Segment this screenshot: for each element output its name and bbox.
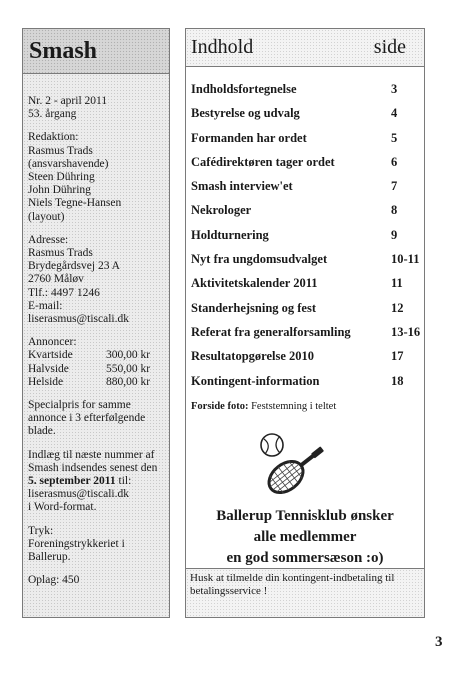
cover-photo-credit [191,401,336,412]
toc-item [191,155,419,179]
toc-item [191,252,419,276]
toc-item-title: Indholdsfortegnelse [191,82,297,96]
print-label: Tryk: [28,524,54,537]
membership-reminder: Husk at tilmelde din kontingent-indbetaling til betalingsservice ! [186,568,424,617]
print-line: Ballerup. [28,551,71,564]
sidebar-content [28,95,168,598]
ads-row [28,363,150,376]
ad-size: Kvartside [28,349,73,362]
magazine-title: Smash [23,29,169,74]
toc-item [191,82,419,106]
toc-item-page: 17 [391,349,404,364]
ad-price: 300,00 kr [106,349,151,362]
toc-item-title: Cafédirektøren tager ordet [191,154,335,169]
ads-row [28,376,150,389]
toc-item [191,228,419,252]
sidebar-panel [22,28,170,618]
toc-item-page: 9 [391,227,398,242]
special-price-line: Specialpris for samme [28,399,131,412]
issue-year: 53. årgang [28,108,77,121]
ad-size: Helside [28,375,64,388]
club-greeting [186,506,424,569]
toc-item-title: Smash interview'et [191,179,293,194]
toc-item-title: Kontingent-information [191,373,320,388]
special-price-line: blade. [28,425,56,438]
submission-deadline: 5. september 2011 [28,475,116,488]
toc-item [191,106,419,130]
toc-item-title: Resultatopgørelse 2010 [191,349,315,364]
toc-item [191,276,419,300]
ads-row [28,349,150,362]
toc-item-title: Referat fra generalforsamling [191,324,351,339]
submission-email: liserasmus@tiscali.dk [28,488,129,501]
ad-price: 550,00 kr [106,362,151,375]
toc-item-page: 12 [391,300,404,315]
special-price-block [28,399,168,439]
toc-item [191,301,419,325]
address-line: 2760 Måløv [28,273,84,286]
ad-size: Halvside [28,362,69,375]
editorial-label: Redaktion: [28,131,79,144]
toc-item [191,131,419,155]
toc-item-page: 10-11 [391,252,420,267]
ad-price: 880,00 kr [106,375,151,388]
email-address: liserasmus@tiscali.dk [28,313,129,326]
toc-item-page: 11 [391,276,403,291]
toc-item-title: Bestyrelse og udvalg [191,106,300,121]
editor-line: Rasmus Trads [28,144,93,157]
page-column-heading: side [373,36,406,58]
address-line: Brydegårdsvej 23 A [28,260,120,273]
issue-info [28,95,168,121]
print-line: Foreningstrykkeriet i [28,537,125,550]
greeting-line: Ballerup Tennisklub ønsker [216,508,394,524]
toc-item-title: Formanden har ordet [191,130,307,145]
toc-item [191,203,419,227]
cover-photo-caption: Feststemning i teltet [248,401,337,412]
toc-item-page: 6 [391,154,398,169]
toc-item-page: 18 [391,373,404,388]
submission-deadline-suffix: til: [115,475,132,488]
submission-deadline-line [28,475,168,488]
editor-line: Steen Dühring [28,171,95,184]
contents-header [186,29,424,67]
cover-photo-label: Forside foto: [191,401,249,412]
toc-item [191,349,419,373]
ads-price-table [28,349,150,389]
toc-item-title: Nekrologer [191,203,252,218]
toc-item-page: 7 [391,179,398,194]
phone-line: Tlf.: 4497 1246 [28,286,100,299]
toc-item-page: 3 [391,82,398,96]
toc-item-title: Nyt fra ungdomsudvalget [191,252,328,267]
toc-item-page: 13-16 [391,324,421,339]
print-block [28,525,168,565]
greeting-line: en god sommersæson :o) [226,550,384,566]
editor-line: Niels Tegne-Hansen [28,197,122,210]
toc-item [191,179,419,203]
contents-heading: Indhold [191,36,254,58]
page-number: 3 [435,634,443,650]
toc-item [191,325,419,349]
toc-item-title: Aktivitetskalender 2011 [191,276,318,291]
editor-line: John Dühring [28,184,91,197]
submission-line: Indlæg til næste nummer af [28,448,155,461]
submission-block [28,449,168,515]
email-label: E-mail: [28,299,63,312]
greeting-line: alle medlemmer [253,529,357,545]
submission-format: i Word-format. [28,501,97,514]
editor-line: (layout) [28,210,65,223]
editorial-block [28,131,168,223]
toc-item [191,374,419,398]
toc-item-page: 4 [391,106,398,121]
contents-panel [185,28,425,618]
toc-item-page: 5 [391,130,398,145]
special-price-line: annonce i 3 efterfølgende [28,412,146,425]
address-block [28,234,168,326]
circulation: Oplag: 450 [28,574,80,587]
issue-number: Nr. 2 - april 2011 [28,95,108,107]
address-line: Rasmus Trads [28,247,93,260]
submission-line: Smash indsendes senest den [28,461,158,474]
ads-block [28,336,168,389]
table-of-contents [191,82,419,398]
toc-item-page: 8 [391,203,398,218]
tennis-racket-icon [256,429,336,503]
toc-item-title: Holdturnering [191,227,269,242]
toc-item-title: Standerhejsning og fest [191,300,317,315]
address-label: Adresse: [28,233,69,246]
ads-label: Annoncer: [28,336,77,349]
editor-line: (ansvarshavende) [28,157,109,170]
